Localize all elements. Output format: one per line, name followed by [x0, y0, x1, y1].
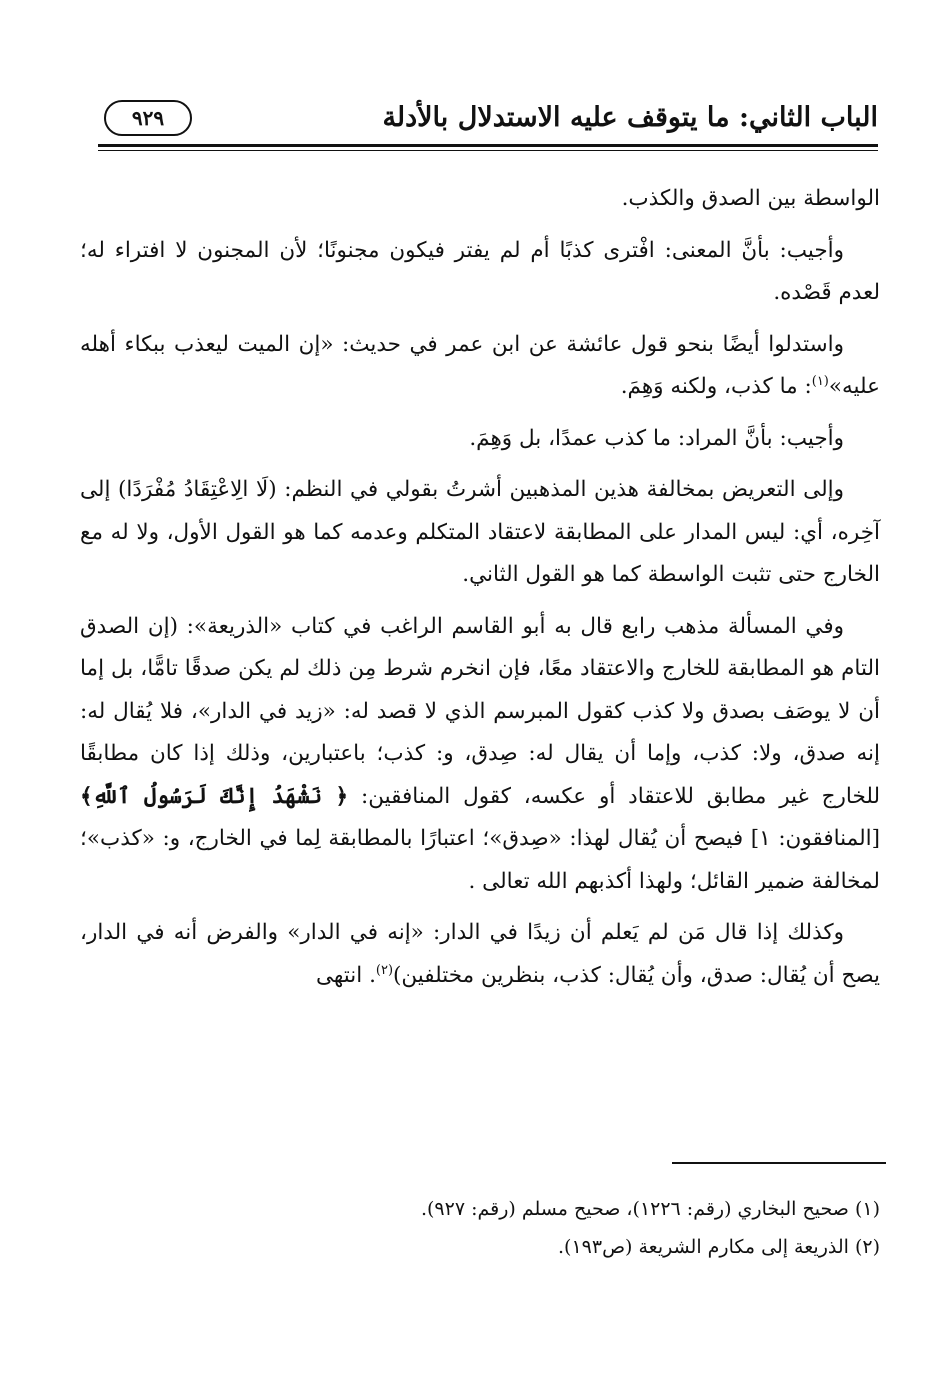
- paragraph-7-text-a: وكذلك إذا قال مَن لم يَعلم أن زيدًا في الدار: «إنه في الدار» والفرض أنه في الدار، يصح أن يُقال: صدق، وأن يُقال: كذب، بنظرين مختلفين): [80, 920, 880, 988]
- paragraph-1: الواسطة بين الصدق والكذب.: [621, 186, 880, 211]
- paragraph-3-text-b: : ما كذب، ولكنه وَهِمَ.: [620, 374, 812, 399]
- paragraph-6-text-a: وفي المسألة مذهب رابع قال به أبو القاسم الراغب في كتاب «الذريعة»: (إن الصدق التام هو المطابقة للخارج والاعتقاد معًا، فإن انخرم شرط مِن ذلك لم يكن صدقًا تامًّا، بل إما أن لا يوصَف بصدق ولا كذب كقول المبرسم الذي لا قصد له: «زيد في الدار»، فلا يُقال له: إنه صدق، ولا: كذب، وإما أن يقال له: صِدق، و: كذب؛ باعتبارين، وذلك إذا كان مطابقًا للخارج غير مطابق للاعتقاد أو عكسه، كقول المنافقين:: [80, 613, 880, 809]
- page-number: ٩٢٩: [104, 100, 192, 136]
- chapter-title: الباب الثاني: ما يتوقف عليه الاستدلال بالأدلة: [382, 102, 878, 133]
- footnote-2: (٢) الذريعة إلى مكارم الشريعة (ص١٩٣).: [557, 1236, 880, 1258]
- paragraph-5: وإلى التعريض بمخالفة هذين المذهبين أشرتُ بقولي في النظم: (لَا الِاعْتِقَادُ مُفْرَدًا) إلى آخِره، أي: ليس المدار على المطابقة لاعتقاد المتكلم وعدمه كما هو القول الأول، ولا له مع الخارج حتى تثبت الواسطة كما هو القول الثاني.: [80, 477, 880, 587]
- footnote-ref-2: (٢): [375, 962, 394, 978]
- paragraph-7: [80, 912, 880, 997]
- paragraph-7-text-b: . انتهى: [315, 962, 376, 988]
- header-rule-thick: [98, 144, 878, 147]
- footnote-1: (١) صحيح البخاري (رقم: ١٢٢٦)، صحيح مسلم (رقم: ٩٢٧).: [420, 1198, 880, 1220]
- paragraph-6-text-b: [المنافقون: ١] فيصح أن يُقال لهذا: «صِدق»؛ اعتبارًا بالمطابقة لِما في الخارج، و: «كذب»؛ لمخالفة ضمير القائل؛ ولهذا أكذبهم الله تعالى .: [80, 826, 880, 894]
- main-text: [80, 178, 880, 1006]
- paragraph-6: [80, 606, 880, 904]
- running-header: [90, 98, 878, 144]
- footnotes: [80, 1190, 880, 1266]
- quran-verse: ﴿ نَشْهَدُ إِنَّكَ لَرَسُولُ ٱللَّهِ﴾: [80, 783, 349, 809]
- paragraph-3-text-a: واستدلوا أيضًا بنحو قول عائشة عن ابن عمر في حديث: «إن الميت ليعذب ببكاء أهله عليه»: [80, 331, 880, 399]
- paragraph-4: وأجيب: بأنَّ المراد: ما كذب عمدًا، بل وَهِمَ.: [469, 425, 844, 451]
- paragraph-2: وأجيب: بأنَّ المعنى: افْترى كذبًا أم لم يفتر فيكون مجنونًا؛ لأن المجنون لا افتراء له؛ لعدم قَصْده.: [80, 237, 880, 305]
- paragraph-3: [80, 324, 880, 409]
- footnote-separator: [672, 1162, 886, 1164]
- header-rule-thin: [98, 150, 878, 151]
- footnote-ref-1: (١): [811, 373, 829, 389]
